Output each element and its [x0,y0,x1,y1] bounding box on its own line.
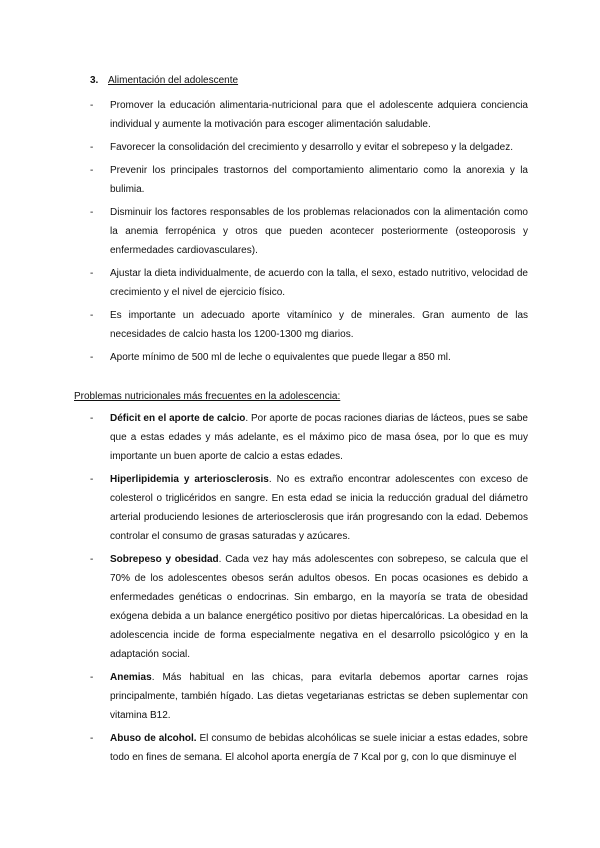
section-title: Alimentación del adolescente [108,75,239,86]
bullet-dash: - [90,207,94,218]
problem-term: Déficit en el aporte de calcio [110,413,246,424]
problem-term: Abuso de alcohol. [110,733,197,744]
problem-text: . Por aporte de pocas raciones diarias de lácteos, pues se sabe que a estas edades y más adelante, es el máximo pico de masa ósea, por lo que es muy importante un buen aporte de calcio a estas edades. [110,413,528,462]
bullet-dash: - [90,413,94,424]
list-item-text: Aporte mínimo de 500 ml de leche o equivalentes que puede llegar a 850 ml. [110,352,451,363]
problem-item [74,470,528,546]
section-number: 3. [90,75,99,86]
problem-text: . Cada vez hay más adolescentes con sobrepeso, se calcula que el 70% de los adolescentes obesos serán adultos obesos. En pocas ocasiones es debido a enfermedades genéticas o endocrinas. Sin embargo, en la mayoría se trata de obesidad exógena debida a un balance energético positivo por dietas hipercalóricas. La obesidad en la adolescencia incide de forma especialmente negativa en el desarrollo psicológico y en la adaptación social. [110,554,528,660]
bullet-dash: - [90,554,94,565]
bullet-dash: - [90,165,94,176]
list-item-text: Ajustar la dieta individualmente, de acuerdo con la talla, el sexo, estado nutritivo, velocidad de crecimiento y el nivel de ejercicio físico. [110,268,528,298]
bullet-dash: - [90,310,94,321]
section-heading [74,72,528,90]
problem-term: Sobrepeso y obesidad [110,554,219,565]
bullet-dash: - [90,733,94,744]
bullet-dash: - [90,268,94,279]
problems-list [74,409,528,767]
problem-term: Hiperlipidemia y arteriosclerosis [110,474,269,485]
problem-item [74,668,528,725]
problem-term: Anemias [110,672,152,683]
list-item-text: Prevenir los principales trastornos del comportamiento alimentario como la anorexia y la bulimia. [110,165,528,195]
list-item-text: Promover la educación alimentaria-nutricional para que el adolescente adquiera conciencia individual y aumente la motivación para escoger alimentación saludable. [110,100,528,130]
list-item [74,203,528,260]
bullet-dash: - [90,142,94,153]
list-item [74,138,528,157]
problems-heading: Problemas nutricionales más frecuentes en la adolescencia: [74,391,341,402]
problem-item [74,550,528,664]
bullet-dash: - [90,672,94,683]
problem-item [74,409,528,466]
list-item [74,306,528,344]
list-item-text: Disminuir los factores responsables de los problemas relacionados con la alimentación como la anemia ferropénica y otros que pueden acontecer posteriormente (osteoporosis y enfermedades cardiovasculares). [110,207,528,256]
list-item-text: Favorecer la consolidación del crecimiento y desarrollo y evitar el sobrepeso y la delgadez. [110,142,513,153]
bullet-dash: - [90,100,94,111]
list-item [74,264,528,302]
page-content [74,72,528,771]
list-item [74,348,528,367]
problem-text: . Más habitual en las chicas, para evitarla debemos aportar carnes rojas principalmente, también hígado. Las dietas vegetarianas estrictas se deben suplementar con vitamina B12. [110,672,528,721]
problem-text: El consumo de bebidas alcohólicas se suele iniciar a estas edades, sobre todo en fines de semana. El alcohol aporta energía de 7 Kcal por g, con lo que disminuye el [110,733,528,763]
bullet-dash: - [90,474,94,485]
problem-text: . No es extraño encontrar adolescentes con exceso de colesterol o triglicéridos en sangre. En esta edad se inicia la reducción gradual del diámetro arterial produciendo lesiones de arteriosclerosis que irán progresando con la edad. Debemos controlar el consumo de grasas saturadas y azúcares. [110,474,529,542]
problem-item [74,729,528,767]
list-item-text: Es importante un adecuado aporte vitamínico y de minerales. Gran aumento de las necesidades de calcio hasta los 1200-1300 mg diarios. [110,310,528,340]
list-item [74,161,528,199]
goals-list [74,96,528,367]
list-item [74,96,528,134]
bullet-dash: - [90,352,94,363]
